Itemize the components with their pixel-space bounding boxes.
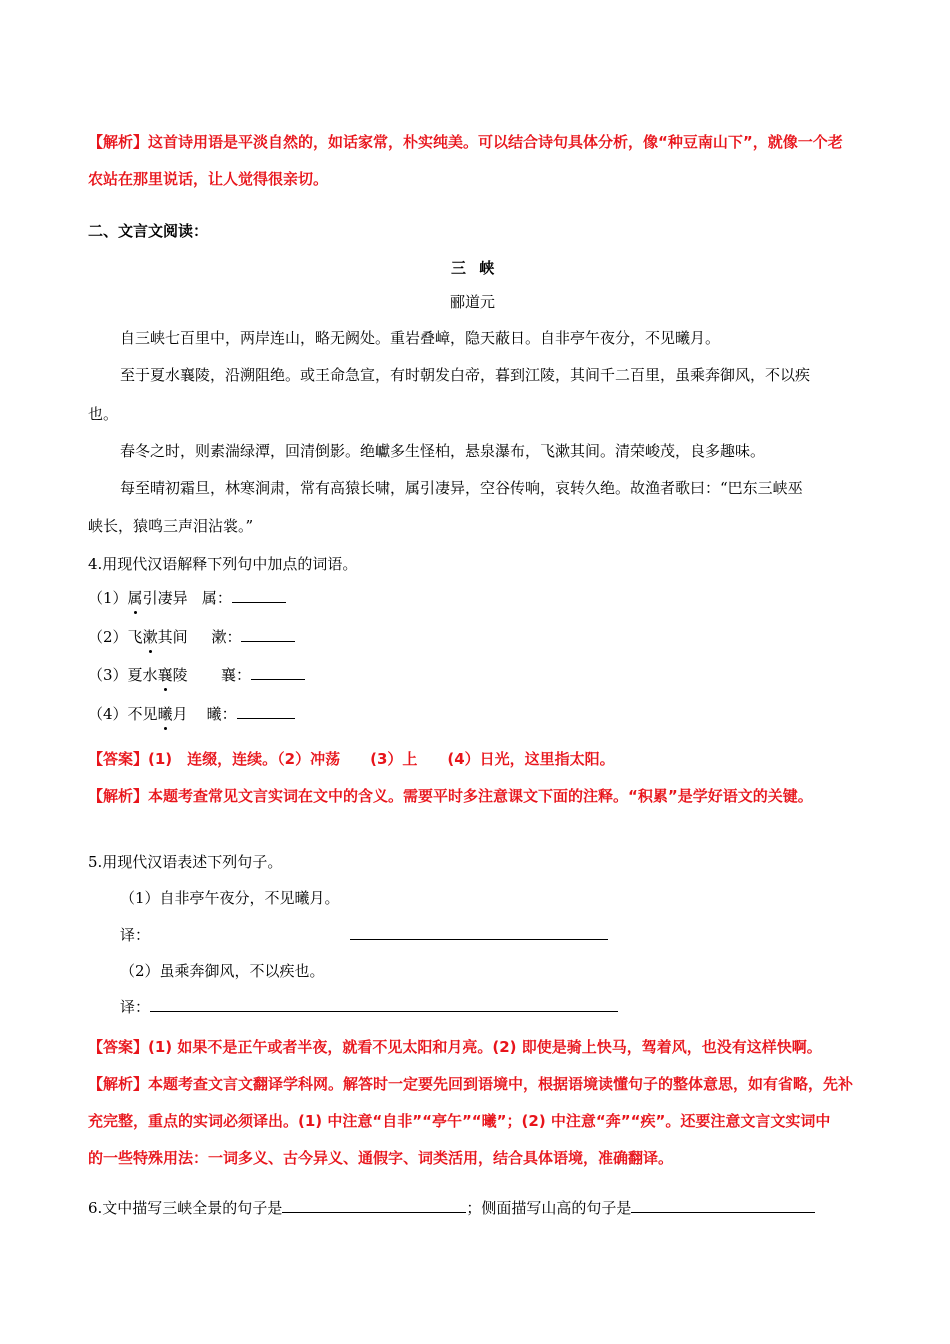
dotted-char: 属 (127, 589, 143, 607)
passage-paragraph-3: 春冬之时，则素湍绿潭，回清倒影。绝巘多生怪柏，悬泉瀑布，飞漱其间。清荣峻茂，良多趣味。 (120, 442, 766, 460)
q5-stem: 5.用现代汉语表述下列句子。 (88, 853, 283, 871)
analysis-1-line-2: 农站在那里说话，让人觉得很亲切。 (88, 170, 329, 188)
passage-paragraph-4a: 每至晴初霜旦，林寒涧肃，常有高猿长啸，属引凄异，空谷传响，哀转久绝。故渔者歌曰：“巴东三峡巫 (120, 479, 803, 497)
q4-item-4: （4）不见曦月 曦： (88, 703, 295, 724)
q5-sentence-2: （2）虽乘奔御风，不以疾也。 (120, 962, 325, 980)
translation-blank[interactable] (150, 997, 618, 1012)
answer-blank[interactable] (251, 665, 305, 680)
section-title: 二、文言文阅读： (88, 222, 209, 240)
q5-analysis-line-2: 充完整，重点的实词必须译出。(1) 中注意“自非”“亭午”“曦”；(2) 中注意“奔”“疾”。还要注意文言文实词中 (88, 1112, 831, 1130)
answer-blank[interactable] (241, 627, 295, 642)
passage-paragraph-2a: 至于夏水襄陵，沿溯阻绝。或王命急宣，有时朝发白帝，暮到江陵，其间千二百里，虽乘奔御风，不以疾 (120, 366, 811, 384)
q5-translate-1: 译： (120, 924, 608, 945)
q4-stem: 4.用现代汉语解释下列句中加点的词语。 (88, 555, 358, 573)
passage-paragraph-1: 自三峡七百里中，两岸连山，略无阙处。重岩叠嶂，隐天蔽日。自非亭午夜分，不见曦月。 (120, 329, 721, 347)
q4-analysis: 【解析】本题考查常见文言实词在文中的含义。需要平时多注意课文下面的注释。“积累”是学好语文的关键。 (88, 787, 813, 805)
passage-paragraph-4b: 峡长，猿鸣三声泪沾裳。” (88, 517, 254, 535)
q6: 6.文中描写三峡全景的句子是 ；侧面描写山高的句子是 (88, 1197, 815, 1218)
answer-blank[interactable] (237, 704, 295, 719)
q5-answer: 【答案】(1) 如果不是正午或者半夜，就看不见太阳和月亮。(2) 即使是骑上快马，驾着风，也没有这样快啊。 (88, 1038, 822, 1056)
q4-answer: 【答案】(1) 连缀，连续。（2）冲荡 (3）上 (4）日光，这里指太阳。 (88, 750, 615, 768)
q5-analysis-line-1: 【解析】本题考查文言文翻译学科网。解答时一定要先回到语境中，根据语境读懂句子的整体意思，如有省略，先补 (88, 1075, 854, 1093)
q4-item-2: （2）飞漱其间 漱： (88, 626, 295, 647)
q5-translate-2: 译： (120, 996, 618, 1017)
analysis-1-line-1: 【解析】这首诗用语是平淡自然的，如话家常，朴实纯美。可以结合诗句具体分析，像“种豆南山下”，就像一个老 (88, 133, 843, 151)
dotted-char: 漱 (142, 628, 158, 646)
passage-paragraph-2b: 也。 (88, 405, 119, 423)
q4-item-3: （3）夏水襄陵 襄： (88, 664, 305, 685)
translation-blank[interactable] (350, 925, 608, 940)
q5-sentence-1: （1）自非亭午夜分，不见曦月。 (120, 889, 340, 907)
q5-analysis-line-3: 的一些特殊用法：一词多义、古今异义、通假字、词类活用，结合具体语境，准确翻译。 (88, 1149, 674, 1167)
dotted-char: 襄 (157, 666, 173, 684)
answer-blank[interactable] (232, 588, 286, 603)
answer-blank[interactable] (631, 1198, 815, 1213)
passage-author: 郦道元 (450, 293, 496, 311)
q4-item-1: （1）属引凄异 属： (88, 587, 286, 608)
answer-blank[interactable] (282, 1198, 466, 1213)
passage-title: 三 峡 (451, 259, 495, 277)
dotted-char: 曦 (157, 705, 173, 723)
